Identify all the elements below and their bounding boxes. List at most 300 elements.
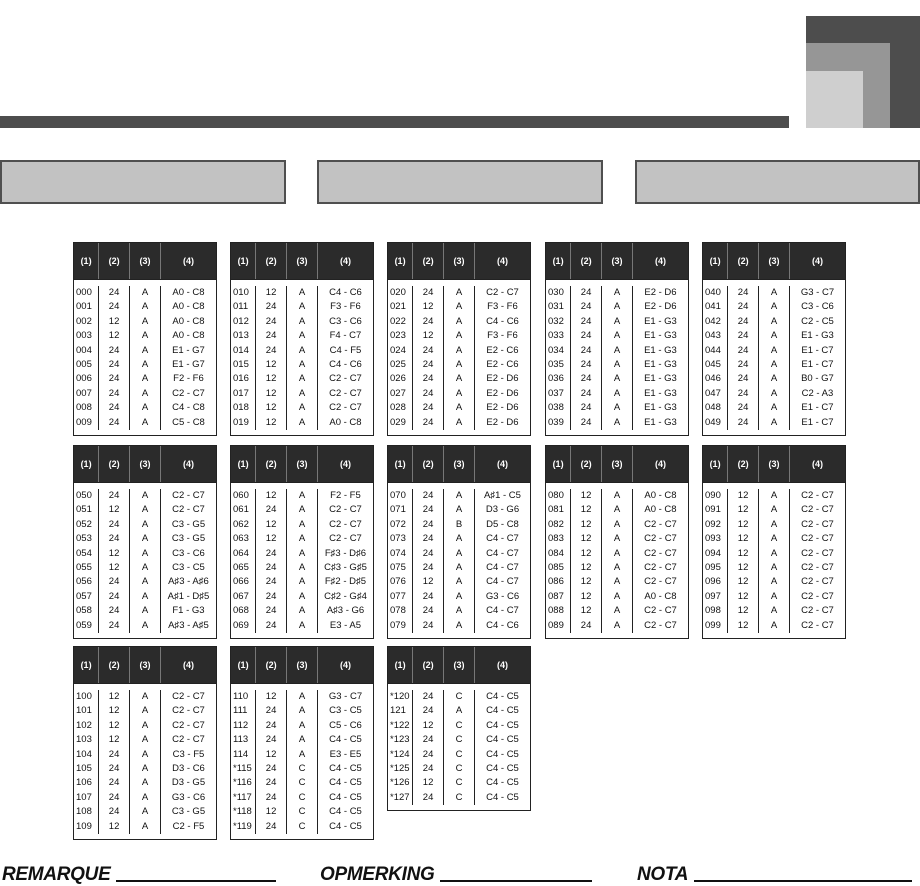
table-cell: A xyxy=(613,330,621,342)
table-cell: D3 - G5 xyxy=(171,777,206,789)
column-header: (3) xyxy=(759,446,790,482)
table-cell: C2 - C7 xyxy=(801,547,834,559)
table-cell: 24 xyxy=(737,373,749,385)
tone-table xyxy=(230,646,374,840)
table-cell: 12 xyxy=(737,518,749,530)
column-header: (3) xyxy=(444,243,475,279)
table-cell: 054 xyxy=(76,547,92,559)
table-cell: 071 xyxy=(390,504,406,516)
table-cell: 24 xyxy=(108,605,120,617)
column-header: (4) xyxy=(654,256,666,266)
table-cell: 24 xyxy=(108,358,120,370)
table-cell: 24 xyxy=(108,416,120,428)
table-column xyxy=(759,286,790,430)
table-cell: E1 - G3 xyxy=(644,373,677,385)
table-cell: A xyxy=(298,315,306,327)
table-cell: 020 xyxy=(390,287,406,298)
note-line xyxy=(116,880,276,882)
table-cell: E2 - D6 xyxy=(644,301,677,313)
table-cell: A xyxy=(455,605,463,617)
table-cell: 067 xyxy=(233,590,249,602)
table-cell: A xyxy=(298,344,306,356)
table-cell: A0 - C8 xyxy=(172,330,205,342)
table-cell: 064 xyxy=(233,547,249,559)
table-cell: 058 xyxy=(76,605,92,617)
table-cell: A xyxy=(141,315,149,327)
table-cell: 12 xyxy=(422,719,434,731)
table-cell: 24 xyxy=(108,387,120,399)
table-cell: A xyxy=(613,490,621,501)
table-cell: A xyxy=(141,590,149,602)
table-cell: C2 - C7 xyxy=(329,387,362,399)
table-cell: A xyxy=(613,344,621,356)
table-column xyxy=(413,489,444,633)
table-cell: 005 xyxy=(76,358,92,370)
table-column xyxy=(728,489,759,633)
table-cell: 015 xyxy=(233,358,249,370)
table-cell: 057 xyxy=(76,590,92,602)
table-cell: C2 - C7 xyxy=(644,619,677,631)
table-cell: A xyxy=(298,387,306,399)
table-cell: A xyxy=(141,806,149,818)
table-cell: 24 xyxy=(108,287,120,298)
table-column xyxy=(571,489,602,633)
table-cell: F3 - F6 xyxy=(330,301,361,313)
table-cell: 12 xyxy=(108,734,120,746)
table-cell: 24 xyxy=(422,605,434,617)
table-column xyxy=(231,489,256,633)
table-cell: 112 xyxy=(233,719,249,731)
table-cell: C2 - C5 xyxy=(801,315,834,327)
table-cell: 12 xyxy=(265,387,277,399)
table-cell: *124 xyxy=(390,748,410,760)
table-cell: A xyxy=(770,330,778,342)
table-column xyxy=(256,286,287,430)
table-cell: A xyxy=(613,287,621,298)
table-cell: 038 xyxy=(548,402,564,414)
table-cell: 24 xyxy=(422,287,434,298)
table-cell: A xyxy=(298,533,306,545)
table-column xyxy=(161,489,216,633)
table-column xyxy=(231,690,256,834)
table-cell: A♯3 - G6 xyxy=(326,605,365,617)
table-column xyxy=(759,489,790,633)
table-cell: 24 xyxy=(580,387,592,399)
table-cell: 077 xyxy=(390,590,406,602)
table-column xyxy=(99,286,130,430)
table-cell: 004 xyxy=(76,344,92,356)
column-header: (3) xyxy=(287,243,318,279)
column-header: (3) xyxy=(287,446,318,482)
table-cell: 24 xyxy=(422,490,434,501)
table-cell: 011 xyxy=(233,301,249,313)
table-cell: A xyxy=(141,490,149,501)
table-cell: A xyxy=(298,590,306,602)
table-column xyxy=(633,489,688,633)
column-header: (2) xyxy=(571,243,602,279)
table-body xyxy=(231,483,373,638)
column-header: (1) xyxy=(231,243,256,279)
column-header: (2) xyxy=(256,446,287,482)
table-cell: C xyxy=(455,691,463,702)
table-column xyxy=(388,690,413,805)
table-cell: 036 xyxy=(548,373,564,385)
table-cell: F♯3 - D♯6 xyxy=(324,547,367,559)
column-header: (1) xyxy=(388,446,413,482)
table-cell: A xyxy=(141,344,149,356)
column-header: (1) xyxy=(231,647,256,683)
table-cell: A xyxy=(298,402,306,414)
table-cell: 040 xyxy=(705,287,721,298)
column-header: (1) xyxy=(74,243,99,279)
table-cell: A♯1 - D♯5 xyxy=(167,590,210,602)
table-cell: *122 xyxy=(390,719,410,731)
table-cell: 110 xyxy=(233,691,249,702)
table-cell: 12 xyxy=(108,719,120,731)
table-cell: 025 xyxy=(390,358,406,370)
table-cell: C5 - C8 xyxy=(172,416,205,428)
table-cell: A xyxy=(298,561,306,573)
table-cell: 029 xyxy=(390,416,406,428)
table-cell: 043 xyxy=(705,330,721,342)
table-cell: A xyxy=(141,504,149,516)
column-header: (3) xyxy=(130,647,161,683)
tone-table xyxy=(387,445,531,639)
table-cell: 106 xyxy=(76,777,92,789)
table-cell: 24 xyxy=(265,762,277,774)
table-body xyxy=(703,280,845,435)
table-cell: A xyxy=(141,416,149,428)
table-column xyxy=(728,286,759,430)
column-header: (2) xyxy=(99,647,130,683)
table-cell: A xyxy=(455,590,463,602)
table-cell: A xyxy=(141,734,149,746)
table-header xyxy=(703,446,845,483)
column-header: (1) xyxy=(388,647,413,683)
table-cell: 111 xyxy=(233,705,248,717)
table-cell: A xyxy=(770,533,778,545)
table-column xyxy=(602,489,633,633)
table-cell: 24 xyxy=(580,619,592,631)
top-rule-bar xyxy=(0,116,789,128)
table-cell: A xyxy=(141,691,149,702)
table-cell: A xyxy=(455,387,463,399)
table-cell: C4 - C7 xyxy=(486,605,519,617)
table-cell: 076 xyxy=(390,576,406,588)
table-cell: *115 xyxy=(233,762,252,774)
table-cell: 24 xyxy=(108,373,120,385)
table-cell: 044 xyxy=(705,344,721,356)
table-cell: 24 xyxy=(265,777,277,789)
table-cell: 041 xyxy=(705,301,721,313)
table-body xyxy=(546,280,688,435)
section-header-box-1 xyxy=(0,160,286,204)
table-cell: A♯1 - C5 xyxy=(483,490,521,501)
table-cell: 035 xyxy=(548,358,564,370)
table-cell: E2 - D6 xyxy=(486,387,519,399)
table-cell: A xyxy=(141,820,149,832)
table-cell: C xyxy=(298,820,306,832)
table-column xyxy=(546,286,571,430)
table-cell: 24 xyxy=(422,518,434,530)
table-cell: 100 xyxy=(76,691,92,702)
table-cell: 24 xyxy=(422,619,434,631)
table-cell: 24 xyxy=(737,287,749,298)
table-header xyxy=(74,446,216,483)
table-cell: 24 xyxy=(580,315,592,327)
table-cell: C2 - C7 xyxy=(329,533,362,545)
table-cell: 12 xyxy=(737,490,749,501)
table-cell: G3 - C7 xyxy=(800,287,835,298)
table-body xyxy=(388,684,530,810)
table-cell: C4 - C5 xyxy=(329,762,362,774)
table-cell: 018 xyxy=(233,402,249,414)
table-cell: C2 - C7 xyxy=(172,691,205,702)
table-cell: A xyxy=(613,605,621,617)
table-cell: C4 - C5 xyxy=(329,791,362,803)
table-cell: A xyxy=(613,358,621,370)
table-header xyxy=(546,446,688,483)
table-cell: 072 xyxy=(390,518,406,530)
table-cell: 24 xyxy=(108,619,120,631)
tone-table xyxy=(702,445,846,639)
table-cell: 24 xyxy=(580,301,592,313)
table-cell: A xyxy=(298,748,306,760)
table-cell: E2 - D6 xyxy=(486,416,519,428)
table-cell: 12 xyxy=(737,590,749,602)
table-cell: 12 xyxy=(265,518,277,530)
table-column xyxy=(287,690,318,834)
table-cell: A xyxy=(141,301,149,313)
table-cell: C2 - C7 xyxy=(329,504,362,516)
table-column xyxy=(74,489,99,633)
table-cell: E3 - E5 xyxy=(329,748,362,760)
table-cell: 022 xyxy=(390,315,406,327)
table-cell: 090 xyxy=(705,490,721,501)
table-cell: C2 - C7 xyxy=(644,533,677,545)
column-header: (1) xyxy=(231,446,256,482)
column-header: (1) xyxy=(546,243,571,279)
table-cell: 003 xyxy=(76,330,92,342)
column-header: (4) xyxy=(811,256,823,266)
table-cell: C xyxy=(455,777,463,789)
note-label: NOTA xyxy=(637,864,689,885)
table-cell: C2 - A3 xyxy=(801,387,834,399)
table-cell: C2 - C7 xyxy=(329,518,362,530)
note-line xyxy=(694,880,912,882)
table-cell: 24 xyxy=(422,691,434,702)
table-cell: G3 - C6 xyxy=(485,590,520,602)
table-cell: 24 xyxy=(265,547,277,559)
table-cell: G3 - C7 xyxy=(328,691,363,702)
table-cell: A xyxy=(770,547,778,559)
tone-table xyxy=(230,242,374,436)
table-cell: C♯3 - G♯5 xyxy=(324,561,367,573)
table-cell: A xyxy=(613,373,621,385)
table-cell: 091 xyxy=(705,504,721,516)
table-cell: E1 - C7 xyxy=(801,402,834,414)
table-cell: 032 xyxy=(548,315,564,327)
table-cell: 080 xyxy=(548,490,564,501)
table-cell: A xyxy=(141,287,149,298)
note-opmerking xyxy=(320,862,592,886)
table-cell: A xyxy=(141,547,149,559)
table-cell: A xyxy=(613,387,621,399)
table-cell: 24 xyxy=(108,777,120,789)
table-cell: 24 xyxy=(580,373,592,385)
table-cell: F1 - G3 xyxy=(172,605,205,617)
table-cell: E2 - D6 xyxy=(486,373,519,385)
table-cell: 008 xyxy=(76,402,92,414)
table-cell: 24 xyxy=(265,561,277,573)
table-cell: 24 xyxy=(422,791,434,803)
table-cell: 113 xyxy=(233,734,249,746)
table-cell: A xyxy=(455,344,463,356)
column-header: (4) xyxy=(182,459,194,469)
table-cell: 12 xyxy=(580,576,592,588)
column-header: (3) xyxy=(130,446,161,482)
table-cell: 045 xyxy=(705,358,721,370)
table-cell: C3 - G5 xyxy=(171,518,206,530)
table-cell: A xyxy=(298,301,306,313)
table-cell: 075 xyxy=(390,561,406,573)
tone-table xyxy=(702,242,846,436)
table-cell: 24 xyxy=(108,344,120,356)
table-cell: C xyxy=(298,791,306,803)
table-cell: 019 xyxy=(233,416,249,428)
table-cell: 097 xyxy=(705,590,721,602)
table-cell: 24 xyxy=(737,402,749,414)
table-cell: A xyxy=(141,533,149,545)
table-cell: 062 xyxy=(233,518,249,530)
table-cell: 009 xyxy=(76,416,92,428)
table-cell: 081 xyxy=(548,504,564,516)
table-cell: E1 - C7 xyxy=(801,344,834,356)
table-cell: *119 xyxy=(233,820,252,832)
table-cell: 12 xyxy=(265,533,277,545)
table-header xyxy=(74,647,216,684)
table-cell: A xyxy=(455,547,463,559)
table-cell: 24 xyxy=(108,791,120,803)
table-cell: A xyxy=(141,330,149,342)
table-cell: 084 xyxy=(548,547,564,559)
table-cell: B xyxy=(455,518,463,530)
table-cell: E2 - C6 xyxy=(486,344,519,356)
table-cell: 24 xyxy=(108,490,120,501)
table-column xyxy=(161,286,216,430)
table-cell: 24 xyxy=(737,387,749,399)
table-column xyxy=(790,286,845,430)
table-column xyxy=(602,286,633,430)
table-cell: C3 - C5 xyxy=(329,705,362,717)
table-cell: 24 xyxy=(580,344,592,356)
table-cell: *123 xyxy=(390,734,410,746)
note-nota xyxy=(637,862,912,886)
table-cell: F3 - F6 xyxy=(487,301,518,313)
column-header: (3) xyxy=(444,647,475,683)
table-cell: 051 xyxy=(76,504,92,516)
table-cell: A xyxy=(298,547,306,559)
table-cell: F2 - F6 xyxy=(173,373,204,385)
table-cell: 24 xyxy=(422,533,434,545)
table-cell: 049 xyxy=(705,416,721,428)
table-column xyxy=(231,286,256,430)
table-cell: 24 xyxy=(265,791,277,803)
table-cell: C2 - C7 xyxy=(644,547,677,559)
table-cell: 24 xyxy=(422,416,434,428)
table-cell: A xyxy=(613,619,621,631)
table-cell: C4 - C5 xyxy=(486,777,519,789)
table-cell: A xyxy=(141,518,149,530)
table-cell: 093 xyxy=(705,533,721,545)
table-cell: 24 xyxy=(265,504,277,516)
table-cell: *118 xyxy=(233,806,252,818)
note-line xyxy=(440,880,592,882)
table-cell: 24 xyxy=(422,387,434,399)
table-cell: C4 - C5 xyxy=(329,806,362,818)
table-cell: C4 - C6 xyxy=(486,315,519,327)
table-column xyxy=(318,489,373,633)
table-cell: A xyxy=(770,344,778,356)
table-cell: 065 xyxy=(233,561,249,573)
table-cell: 24 xyxy=(422,547,434,559)
table-cell: 001 xyxy=(76,301,92,313)
table-cell: 12 xyxy=(265,490,277,501)
table-cell: 24 xyxy=(580,416,592,428)
table-column xyxy=(475,286,530,430)
table-cell: 12 xyxy=(737,547,749,559)
column-header: (1) xyxy=(703,446,728,482)
table-cell: 033 xyxy=(548,330,564,342)
table-cell: 24 xyxy=(265,330,277,342)
table-cell: A xyxy=(613,301,621,313)
column-header: (4) xyxy=(496,459,508,469)
table-cell: 060 xyxy=(233,490,249,501)
table-cell: A xyxy=(298,691,306,702)
table-cell: *127 xyxy=(390,791,410,803)
table-cell: A xyxy=(770,287,778,298)
table-cell: C xyxy=(455,762,463,774)
table-cell: A xyxy=(298,287,306,298)
column-header: (1) xyxy=(546,446,571,482)
table-body xyxy=(546,483,688,638)
column-header: (2) xyxy=(571,446,602,482)
table-cell: 053 xyxy=(76,533,92,545)
table-cell: 24 xyxy=(265,719,277,731)
table-cell: 089 xyxy=(548,619,564,631)
table-cell: 12 xyxy=(265,806,277,818)
table-cell: A xyxy=(613,533,621,545)
table-cell: 121 xyxy=(390,705,406,717)
table-cell: A xyxy=(298,518,306,530)
table-cell: 12 xyxy=(422,777,434,789)
table-cell: 24 xyxy=(422,748,434,760)
table-cell: 102 xyxy=(76,719,92,731)
table-cell: C2 - C7 xyxy=(801,490,834,501)
table-cell: 014 xyxy=(233,344,249,356)
table-header xyxy=(546,243,688,280)
table-cell: C2 - C7 xyxy=(486,287,519,298)
table-cell: 092 xyxy=(705,518,721,530)
table-cell: E2 - D6 xyxy=(486,402,519,414)
table-cell: E2 - D6 xyxy=(644,287,677,298)
table-header xyxy=(388,446,530,483)
table-cell: 12 xyxy=(580,490,592,501)
tone-table xyxy=(230,445,374,639)
table-cell: A xyxy=(455,315,463,327)
table-cell: 24 xyxy=(265,619,277,631)
table-cell: A xyxy=(770,402,778,414)
